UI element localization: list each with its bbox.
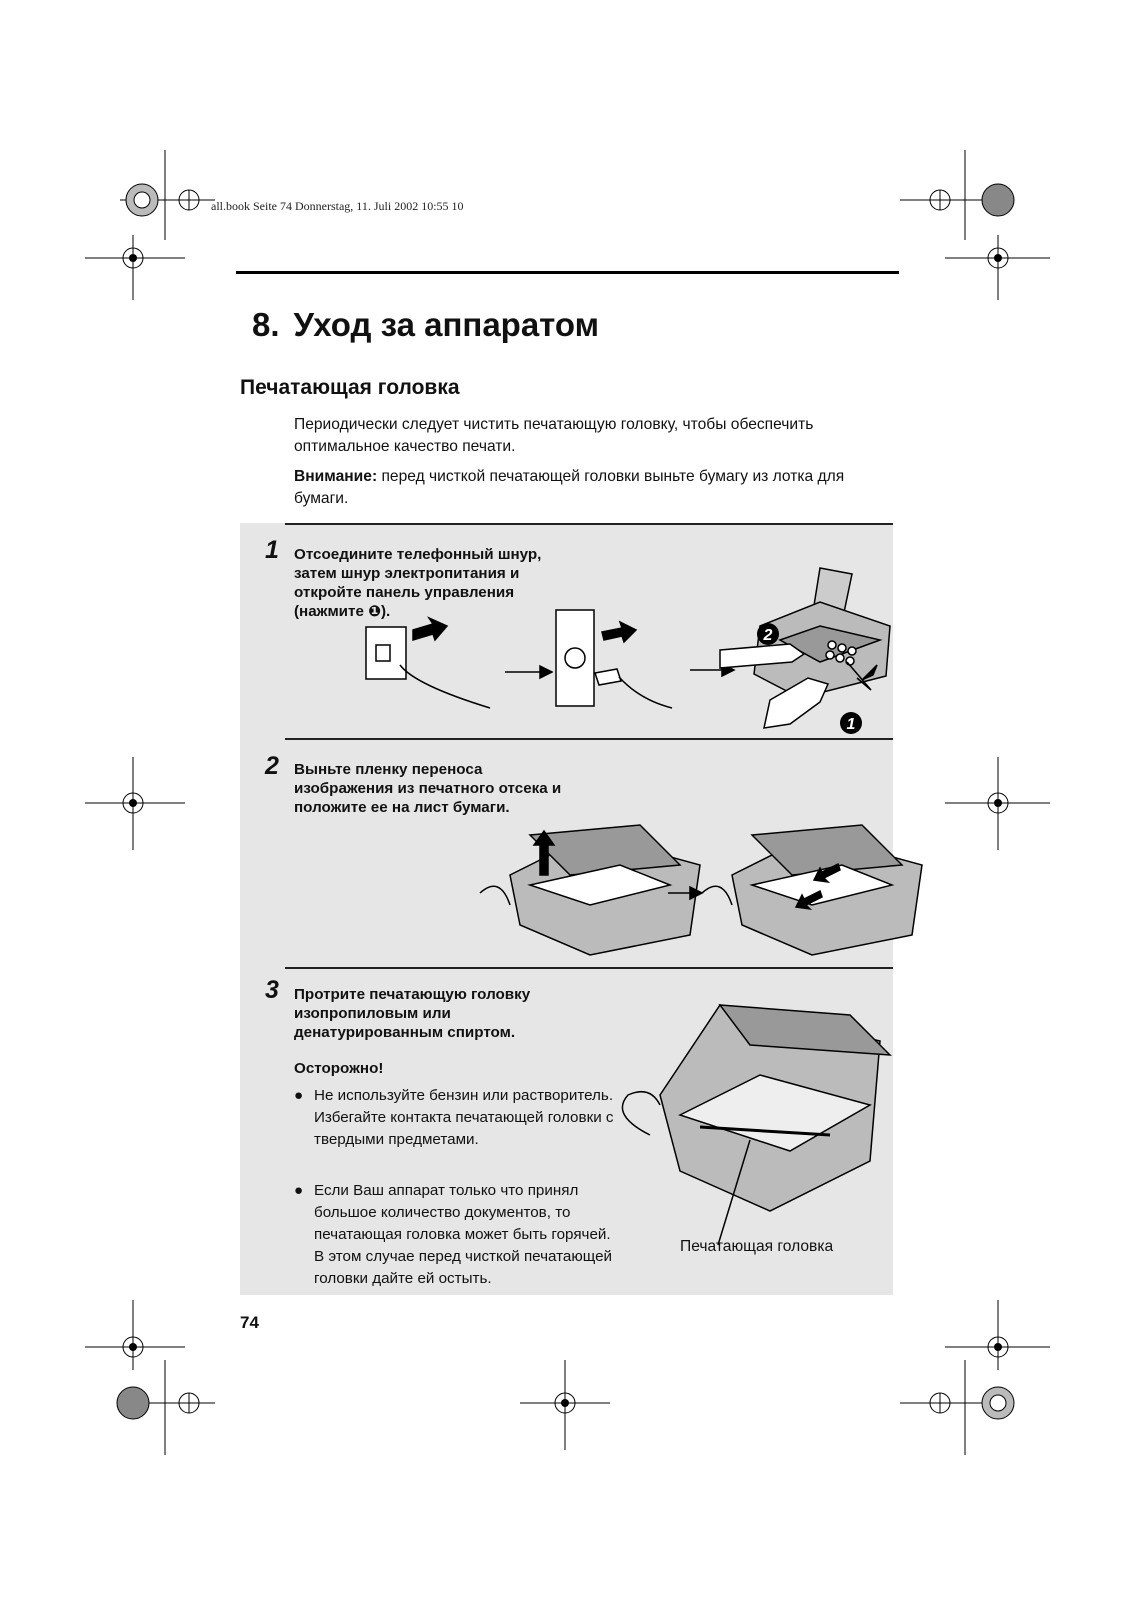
caution-bullet	[294, 1085, 624, 1151]
step-line: Протрите печатающую головку	[294, 986, 531, 1003]
circle-1-label: 1	[846, 716, 856, 733]
chapter-number: 8.	[252, 306, 280, 343]
chapter-title-text: Уход за аппаратом	[293, 306, 600, 343]
caution-bullet	[294, 1180, 624, 1290]
warning-text: перед чисткой печатающей головки выньте бумагу из лотка для бумаги.	[294, 468, 845, 507]
print-header: all.book Seite 74 Donnerstag, 11. Juli 2002 10:55 10	[211, 199, 464, 213]
print-head-label: Печатающая головка	[680, 1238, 834, 1255]
step-2-text	[294, 760, 634, 817]
chapter-title	[252, 306, 599, 344]
step-line: положите ее на лист бумаги.	[294, 799, 510, 816]
step-divider	[285, 523, 893, 525]
step-2-illustration	[470, 815, 890, 955]
step-3-text	[294, 985, 624, 1042]
caution-title: Осторожно!	[294, 1060, 384, 1077]
intro-paragraph: Периодически следует чистить печатающую головку, чтобы обеспечить оптимальное качество печати.	[294, 416, 814, 455]
step-line: изображения из печатного отсека и	[294, 780, 562, 797]
step-3-illustration	[610, 995, 890, 1235]
section-title: Печатающая головка	[240, 376, 460, 399]
step-line: денатурированным спиртом.	[294, 1024, 516, 1041]
intro-warning	[294, 466, 884, 510]
step-line: затем шнур электропитания и	[294, 565, 520, 582]
circle-2-label: 2	[763, 627, 773, 644]
step-line: изопропиловым или	[294, 1005, 451, 1022]
step-line: (нажмите ❶).	[294, 603, 391, 620]
step-number: 2	[265, 752, 279, 780]
step-line: откройте панель управления	[294, 584, 515, 601]
step-line: Выньте пленку переноса	[294, 761, 483, 778]
page-number: 74	[240, 1313, 259, 1332]
step-number: 3	[265, 976, 279, 1004]
warning-label: Внимание:	[294, 468, 378, 485]
bullet-text: Не используйте бензин или растворитель. Избегайте контакта печатающей головки с твердыми предметами.	[314, 1087, 614, 1148]
title-rule	[236, 271, 899, 274]
bullet-dot: ●	[294, 1182, 304, 1199]
step-divider	[285, 967, 893, 969]
bullet-text: Если Ваш аппарат только что принял большое количество документов, то печатающая головка может быть горячей. В этом случае перед чисткой печатающей головки дайте ей остыть.	[314, 1182, 613, 1287]
step-number: 1	[265, 536, 279, 564]
step-line: Отсоедините телефонный шнур,	[294, 546, 542, 563]
bullet-dot: ●	[294, 1087, 304, 1104]
step-1-illustration	[240, 560, 893, 740]
